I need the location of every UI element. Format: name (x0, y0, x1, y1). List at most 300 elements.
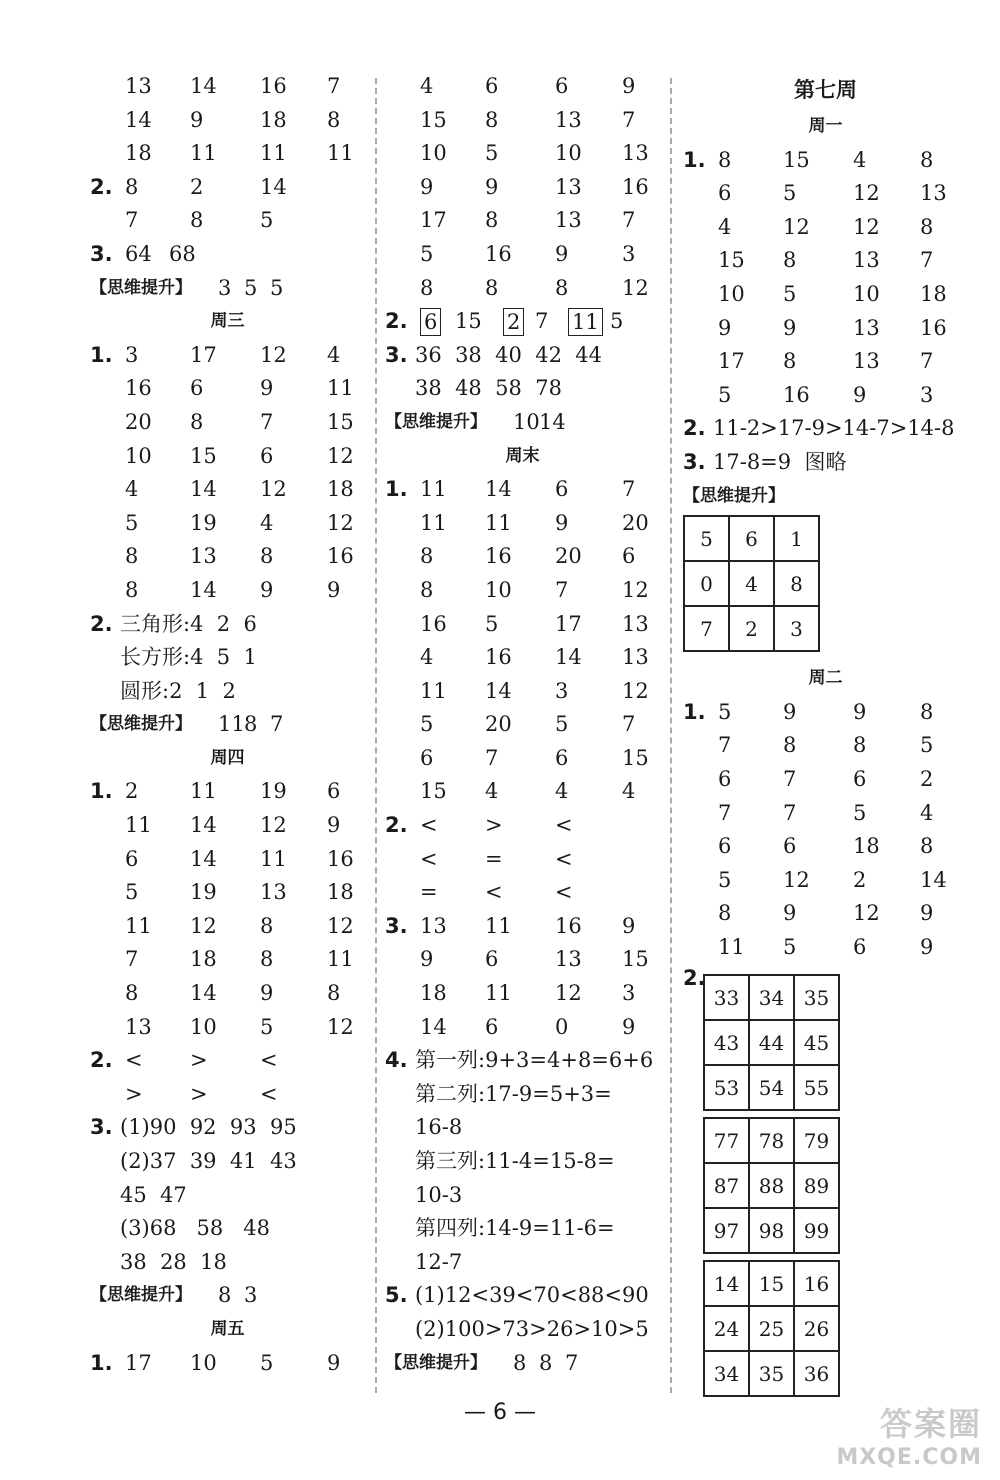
answer-value: 9 (260, 577, 274, 602)
answer-value: 6 (622, 544, 636, 569)
answer-value: 8 (513, 1350, 527, 1375)
answer-value: 11 (485, 510, 512, 535)
answer-value: 5 (260, 1350, 274, 1375)
answer-row (90, 1279, 365, 1313)
answer-value: 15 (622, 745, 649, 770)
answer-value: 10 (420, 141, 447, 166)
answer-text: 45 47 (120, 1182, 187, 1207)
grid-row (704, 1208, 839, 1253)
answer-row (385, 876, 660, 910)
answer-row (90, 104, 365, 138)
answer-value: 10 (190, 1350, 217, 1375)
number-grids (683, 964, 968, 1404)
answer-text: 三角形:4 2 6 (120, 611, 257, 636)
answer-value: 14 (485, 678, 512, 703)
answer-value: 14 (190, 813, 217, 838)
answer-value: 8 (555, 275, 569, 300)
answer-row (683, 864, 968, 898)
grid-cell: 0 (684, 561, 729, 606)
answer-value: 9 (420, 174, 434, 199)
answer-value: 11 (260, 141, 287, 166)
answer-row (90, 137, 365, 171)
answer-text: 11-2>17-9>14-7>14-8 (713, 416, 955, 441)
answer-row (385, 843, 660, 877)
answer-value: 7 (783, 800, 797, 825)
answer-value: 14 (420, 1014, 447, 1039)
answer-row (683, 897, 968, 931)
question-2-label: 2. (683, 966, 706, 991)
answer-value: 9 (783, 901, 797, 926)
answer-row (683, 177, 968, 211)
answer-value: 4 (555, 779, 569, 804)
answer-value: 5 (783, 281, 797, 306)
answer-value: 2 (920, 766, 934, 791)
answer-value: 17 (190, 342, 217, 367)
answer-value: 10 (513, 409, 540, 434)
day-heading: 周四 (210, 747, 245, 768)
answer-value: 6 (485, 1014, 499, 1039)
answer-value: 3 (622, 981, 636, 1006)
answer-value: 9 (920, 901, 934, 926)
answer-value: 16 (420, 611, 447, 636)
answer-value: 8 (260, 544, 274, 569)
answer-text: 16-8 (415, 1115, 463, 1140)
answer-value: 13 (622, 611, 649, 636)
answer-value: 18 (327, 477, 354, 502)
answer-value: 8 (783, 733, 797, 758)
answer-value: 68 (169, 241, 196, 266)
answer-value: 10 (718, 281, 745, 306)
answer-row (385, 910, 660, 944)
answer-value: 5 (783, 934, 797, 959)
answer-value: 64 (125, 241, 152, 266)
answer-value: 8 (420, 275, 434, 300)
answer-value: 7 (555, 577, 569, 602)
answer-value: 9 (260, 376, 274, 401)
answer-row (90, 272, 365, 306)
grid-row (704, 975, 839, 1020)
answer-value: 6 (327, 779, 341, 804)
answer-value: 18 (327, 880, 354, 905)
answer-row (385, 204, 660, 238)
answer-row (683, 763, 968, 797)
answer-value: 16 (485, 544, 512, 569)
thinking-boost-label: 【思维提升】 (683, 485, 785, 506)
answer-value: 14 (485, 477, 512, 502)
answer-value: 13 (622, 141, 649, 166)
answer-value: 13 (853, 315, 880, 340)
answer-value: 13 (555, 107, 582, 132)
answer-row (683, 278, 968, 312)
grid-cell: 33 (704, 975, 749, 1020)
answer-value: 7 (327, 74, 341, 98)
answer-value: 13 (420, 913, 447, 938)
answer-value: 18 (920, 281, 947, 306)
answer-text: 第一列:9+3=4+8=6+6 (415, 1048, 654, 1073)
answer-value: 10 (125, 443, 152, 468)
answer-value: 15 (622, 947, 649, 972)
answer-value: 17 (718, 349, 745, 374)
answer-value: 8 (485, 107, 499, 132)
answer-value: 6 (555, 477, 569, 502)
answer-value: 12 (260, 477, 287, 502)
answer-value: 19 (190, 880, 217, 905)
answer-value: < (485, 880, 503, 905)
grid-row (704, 1118, 839, 1163)
answer-value: 4 (485, 779, 499, 804)
thinking-boost-label: 【思维提升】 (90, 277, 192, 298)
answer-value: 15 (783, 147, 810, 172)
answer-row (683, 446, 968, 480)
grid-cell: 5 (684, 516, 729, 561)
answer-value: 12 (622, 678, 649, 703)
answer-value: 6 (555, 745, 569, 770)
answer-value: 10 (485, 577, 512, 602)
answer-value: 7 (485, 745, 499, 770)
answer-row (683, 480, 968, 514)
answer-value: 14 (190, 846, 217, 871)
answer-value: 18 (853, 834, 880, 859)
answer-value: 6 (718, 766, 732, 791)
answer-value: 7 (125, 208, 139, 233)
answer-column-3 (683, 70, 968, 1404)
answer-value: 8 (539, 1350, 553, 1375)
answer-value: 11 (125, 813, 152, 838)
answer-value: 5 (783, 181, 797, 206)
column-divider-right (670, 78, 672, 1393)
answer-value: 7 (622, 477, 636, 502)
answer-value: 11 (327, 376, 354, 401)
answer-value: 6 (125, 846, 139, 871)
answer-value: 5 (485, 611, 499, 636)
answer-value: 12 (853, 901, 880, 926)
watermark-text-url: MXQE.COM (836, 1445, 982, 1470)
grid-cell: 14 (704, 1261, 749, 1306)
grid-cell: 88 (749, 1163, 794, 1208)
answer-value: 17 (555, 611, 582, 636)
answer-value: 8 (485, 275, 499, 300)
answer-value: 16 (783, 382, 810, 407)
answer-row (385, 977, 660, 1011)
question-number: 2. (683, 416, 706, 441)
grid-cell: 77 (704, 1118, 749, 1163)
thinking-boost-label: 【思维提升】 (385, 1352, 487, 1373)
answer-row (385, 1111, 660, 1145)
boxed-answer: 2 (503, 308, 524, 336)
answer-text: 36 38 40 42 44 (415, 342, 603, 367)
answer-value: 11 (420, 477, 447, 502)
thinking-boost-label: 【思维提升】 (90, 714, 192, 735)
answer-value: 0 (555, 1014, 569, 1039)
answer-row (385, 473, 660, 507)
answer-value: 20 (622, 510, 649, 535)
answer-text: (2)100>73>26>10>5 (415, 1316, 649, 1341)
answer-value: > (190, 1081, 208, 1106)
answer-row (385, 1145, 660, 1179)
answer-value: 12 (783, 867, 810, 892)
answer-value: 7 (535, 309, 549, 334)
answer-value: 14 (920, 867, 947, 892)
answer-value: 17 (125, 1350, 152, 1375)
answer-row (385, 1078, 660, 1112)
answer-value: 5 (610, 309, 624, 334)
thinking-boost-label: 【思维提升】 (90, 1285, 192, 1306)
answer-value: 8 (718, 901, 732, 926)
answer-value: 16 (485, 645, 512, 670)
answer-value: 14 (190, 981, 217, 1006)
answer-value: 4 (853, 147, 867, 172)
answer-text: (3)68 58 48 (120, 1216, 270, 1241)
answer-value: 7 (718, 800, 732, 825)
answer-value: = (485, 846, 503, 871)
answer-value: 8 (920, 147, 934, 172)
number-grid-14 (703, 1260, 840, 1397)
answer-value: 6 (420, 745, 434, 770)
answer-value: 9 (327, 1350, 341, 1375)
answer-value: 11 (420, 678, 447, 703)
answer-value: 6 (555, 74, 569, 98)
answer-value: 4 (125, 477, 139, 502)
answer-row (385, 1212, 660, 1246)
grid-cell: 35 (749, 1351, 794, 1396)
answer-value: 11 (485, 913, 512, 938)
answer-value: 8 (920, 699, 934, 724)
answer-value: 6 (853, 934, 867, 959)
answer-value: 9 (622, 74, 636, 98)
page-number: — 6 — (464, 1400, 536, 1425)
grid-row (704, 1351, 839, 1396)
answer-row (683, 729, 968, 763)
grid-cell: 78 (749, 1118, 794, 1163)
answer-value: 2 (125, 779, 139, 804)
answer-value: 8 (420, 544, 434, 569)
answer-value: 9 (555, 241, 569, 266)
grid-row (684, 516, 819, 561)
answer-value: 8 (260, 913, 274, 938)
grid-row (704, 1020, 839, 1065)
answer-value: 9 (327, 813, 341, 838)
grid-cell: 53 (704, 1065, 749, 1110)
answer-value: 10 (853, 281, 880, 306)
answer-value: 14 (555, 645, 582, 670)
answer-value: 2 (853, 867, 867, 892)
answer-row (385, 1179, 660, 1213)
answer-value: 7 (920, 349, 934, 374)
answer-value: 18 (260, 107, 287, 132)
answer-row (90, 1246, 365, 1280)
answer-value: 7 (125, 947, 139, 972)
answer-value: 10 (555, 141, 582, 166)
answer-row (90, 1212, 365, 1246)
question-number: 2. (90, 1048, 113, 1073)
answer-value: 5 (718, 699, 732, 724)
answer-value: 14 (190, 477, 217, 502)
number-grid-77 (703, 1117, 840, 1254)
answer-value: 9 (853, 382, 867, 407)
grid-cell: 34 (704, 1351, 749, 1396)
answer-text: 12-7 (415, 1249, 463, 1274)
answer-value: 8 (260, 947, 274, 972)
grid-cell: 26 (794, 1306, 839, 1351)
answer-value: 5 (485, 141, 499, 166)
answer-value: 5 (420, 241, 434, 266)
tuesday-answers (683, 696, 968, 965)
answer-value: 8 (920, 834, 934, 859)
answer-value: 12 (327, 510, 354, 535)
answer-row (683, 345, 968, 379)
answer-row (385, 137, 660, 171)
grid-cell: 79 (794, 1118, 839, 1163)
answer-value: 3 (218, 275, 232, 300)
answer-value: 8 (327, 107, 341, 132)
answer-value: 11 (260, 846, 287, 871)
answer-value: 13 (190, 544, 217, 569)
boxed-answer: 6 (420, 308, 441, 336)
grid-cell: 3 (774, 606, 819, 651)
answer-value: 7 (622, 712, 636, 737)
day-heading: 周五 (210, 1318, 245, 1339)
answer-value: 8 (783, 248, 797, 273)
answer-value: 9 (783, 315, 797, 340)
answer-value: 14 (539, 409, 566, 434)
answer-value: 13 (853, 349, 880, 374)
answer-row (90, 943, 365, 977)
answer-row (385, 943, 660, 977)
answer-row (683, 797, 968, 831)
question-number: 1. (90, 1350, 113, 1375)
answer-value: 4 (622, 779, 636, 804)
answer-row (385, 809, 660, 843)
grid-cell: 97 (704, 1208, 749, 1253)
answer-value: 11 (327, 947, 354, 972)
answer-row (90, 1044, 365, 1078)
answer-value: 14 (260, 174, 287, 199)
answer-value: 4 (718, 214, 732, 239)
grid-cell: 35 (794, 975, 839, 1020)
answer-value: 8 (218, 1283, 232, 1308)
answer-value: 4 (327, 342, 341, 367)
answer-row (90, 1011, 365, 1045)
question-number: 3. (90, 1115, 113, 1140)
answer-row (90, 843, 365, 877)
answer-value: 9 (327, 577, 341, 602)
answer-value: 12 (327, 443, 354, 468)
question-number: 3. (90, 241, 113, 266)
answer-value: 7 (783, 766, 797, 791)
answer-value: < (420, 846, 438, 871)
question-number: 1. (683, 699, 706, 724)
answer-value: < (555, 813, 573, 838)
answer-value: 5 (555, 712, 569, 737)
question-number: 1. (90, 779, 113, 804)
answer-value: 5 (260, 1014, 274, 1039)
question-number: 3. (385, 913, 408, 938)
answer-value: 5 (260, 208, 274, 233)
answer-value: 5 (125, 510, 139, 535)
answer-value: 11 (125, 913, 152, 938)
answer-row (683, 931, 968, 965)
answer-row (90, 339, 365, 373)
answer-value: 16 (327, 544, 354, 569)
answer-row (385, 339, 660, 373)
grid-cell: 25 (749, 1306, 794, 1351)
answer-value: 8 (920, 214, 934, 239)
answer-row (683, 830, 968, 864)
answer-value: 9 (260, 981, 274, 1006)
answer-value: 14 (190, 577, 217, 602)
answer-row (385, 1279, 660, 1313)
answer-text: 长方形:4 5 1 (120, 645, 257, 670)
answer-value: 9 (485, 174, 499, 199)
grid-cell: 8 (774, 561, 819, 606)
grid-cell: 1 (774, 516, 819, 561)
answer-value: < (555, 846, 573, 871)
answer-row (385, 775, 660, 809)
answer-value: 13 (555, 947, 582, 972)
answer-row (683, 211, 968, 245)
answer-value: 12 (260, 342, 287, 367)
answer-text: 第二列:17-9=5+3= (415, 1081, 612, 1106)
grid-cell: 36 (794, 1351, 839, 1396)
answer-value: 13 (260, 880, 287, 905)
week-heading: 第七周 (794, 77, 857, 102)
answer-value: 13 (920, 181, 947, 206)
answer-value: 9 (555, 510, 569, 535)
answer-row (385, 641, 660, 675)
answer-value: 7 (622, 107, 636, 132)
answer-row (90, 1179, 365, 1213)
answer-value: 20 (485, 712, 512, 737)
answer-value: 5 (420, 712, 434, 737)
answer-value: 16 (622, 174, 649, 199)
answer-value: 9 (190, 107, 204, 132)
watermark-logo (836, 1399, 982, 1470)
answer-row (385, 1011, 660, 1045)
answer-row (90, 204, 365, 238)
answer-row (90, 507, 365, 541)
day-heading: 周末 (505, 445, 540, 466)
answer-value: 12 (555, 981, 582, 1006)
grid-cell: 6 (729, 516, 774, 561)
answer-value: < (260, 1048, 278, 1073)
answer-value: 6 (853, 766, 867, 791)
answer-value: 4 (920, 800, 934, 825)
column-divider-left (375, 78, 377, 1393)
answer-row (385, 540, 660, 574)
day-heading-tuesday: 周二 (808, 668, 843, 689)
grid-cell: 45 (794, 1020, 839, 1065)
answer-value: 7 (718, 733, 732, 758)
answer-value: 5 (920, 733, 934, 758)
grid-cell: 44 (749, 1020, 794, 1065)
answer-value: 7 (622, 208, 636, 233)
answer-value: 6 (485, 74, 499, 98)
answer-row (90, 708, 365, 742)
answer-value: 11 (327, 141, 354, 166)
answer-value: 5 (853, 800, 867, 825)
answer-value: 5 (718, 867, 732, 892)
monday-answers (683, 144, 968, 514)
answer-row (683, 696, 968, 730)
answer-value: 15 (718, 248, 745, 273)
answer-value: 12 (260, 813, 287, 838)
answer-value: 7 (565, 1350, 579, 1375)
answer-row (90, 440, 365, 474)
answer-row (90, 876, 365, 910)
answer-value: 16 (125, 376, 152, 401)
answer-value: 6 (718, 834, 732, 859)
answer-value: 11 (420, 510, 447, 535)
